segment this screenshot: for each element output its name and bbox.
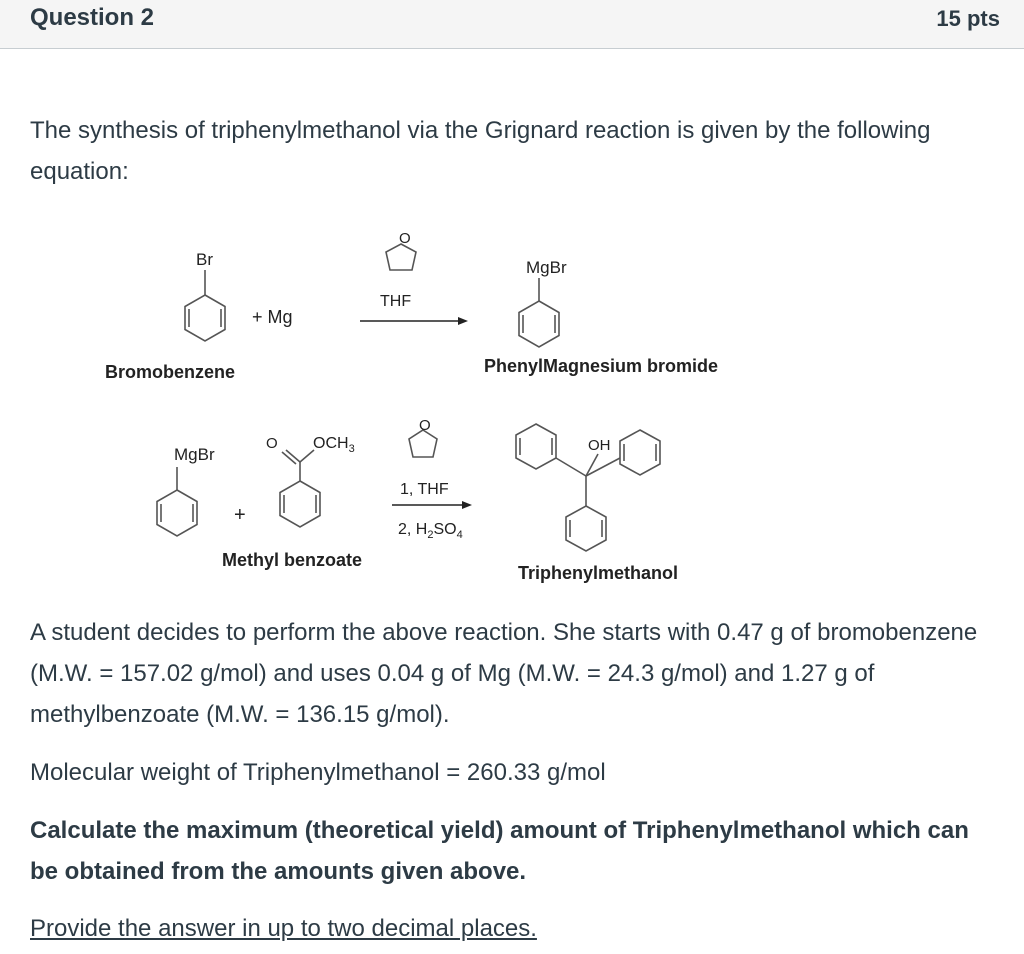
- mgbr-label-2: MgBr: [174, 445, 215, 464]
- answer-instruction-link[interactable]: Provide the answer in up to two decimal places.: [30, 915, 537, 942]
- calculation-instruction: Calculate the maximum (theoretical yield) amount of Triphenylmethanol which can be obtained from the amounts given above.: [30, 817, 969, 885]
- ester-o-label: O: [266, 435, 278, 452]
- reaction-scheme-image: [90, 222, 810, 592]
- question-header: [0, 0, 1024, 49]
- answer-instruction: [30, 908, 990, 949]
- molecular-weight-text: Molecular weight of Triphenylmethanol = 260.33 g/mol: [30, 759, 606, 786]
- plus-label: +: [234, 504, 246, 526]
- ester-och3-label: $OCH_3$: [313, 435, 355, 455]
- thf2-oxygen-label: O: [419, 417, 431, 434]
- phenylmagnesium-bromide-structure: [519, 258, 567, 347]
- problem-statement: A student decides to perform the above reaction. She starts with 0.47 g of bromobenzene (M.W. = 157.02 g/mol) and uses 0.04 g of Mg (M.W. = 24.3 g/mol) and 1.27 g of methylbenzoate (M.W. = 136.15 g/mol).: [30, 619, 978, 728]
- thf-label: THF: [380, 293, 412, 310]
- triphenylmethanol-structure: [516, 424, 660, 551]
- step1-label: 1, THF: [400, 481, 449, 498]
- methyl-benzoate-name: Methyl benzoate: [222, 550, 363, 570]
- thf-oxygen-label: O: [399, 230, 411, 247]
- question-points: 15 pts: [936, 6, 1000, 31]
- oh-label: OH: [588, 437, 611, 454]
- methyl-benzoate-structure: [266, 435, 355, 527]
- phenyl-mgbr-structure: [157, 445, 215, 536]
- thf-structure: [386, 230, 416, 270]
- phenylmagnesium-bromide-name: PhenylMagnesium bromide: [484, 356, 719, 376]
- bromobenzene-name: Bromobenzene: [105, 362, 236, 382]
- br-label: Br: [196, 250, 213, 269]
- plus-mg-label: + Mg: [252, 307, 293, 327]
- triphenylmethanol-name: Triphenylmethanol: [518, 563, 679, 583]
- thf-structure-2: [409, 417, 437, 457]
- bromobenzene-structure: [185, 250, 225, 341]
- intro-text: The synthesis of triphenylmethanol via the Grignard reaction is given by the following equation:: [30, 117, 931, 185]
- question-title: Question 2: [30, 4, 155, 31]
- step2-label: 2, $H_2SO_4$: [398, 521, 463, 541]
- mgbr-label-1: MgBr: [526, 258, 567, 277]
